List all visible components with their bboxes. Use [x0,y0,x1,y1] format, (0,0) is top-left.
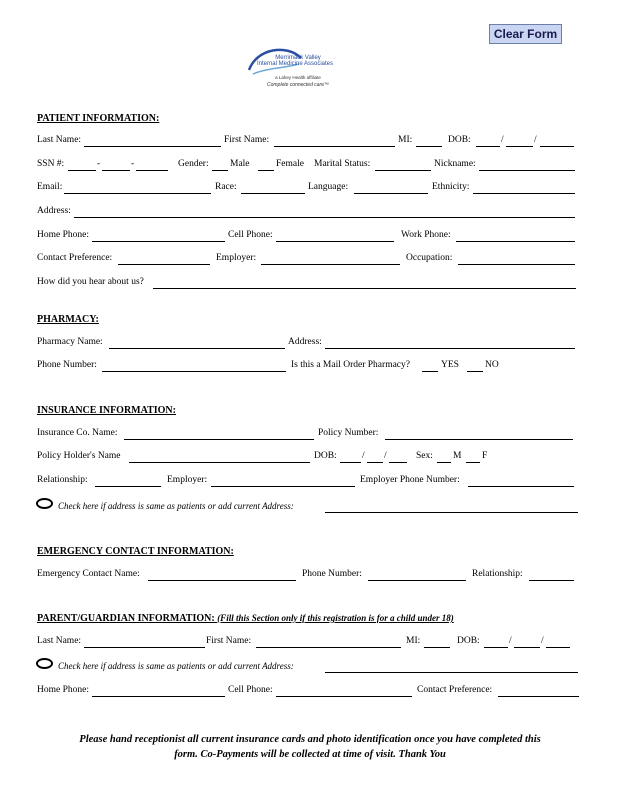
insurance-co-field[interactable] [124,439,314,440]
guardian-last-name-label: Last Name: [37,636,82,646]
race-label: Race: [215,182,237,192]
footer-line2: form. Co-Payments will be collected at time of visit. Thank You [174,749,446,760]
guardian-home-phone-field[interactable] [92,696,225,697]
last-name-label: Last Name: [37,135,82,145]
holder-name-label: Policy Holder's Name [37,451,121,461]
guardian-cell-phone-label: Cell Phone: [228,685,273,695]
nickname-field[interactable] [479,170,575,171]
occupation-field[interactable] [458,264,575,265]
insurance-dob-day-field[interactable] [367,462,383,463]
female-checkbox[interactable] [258,170,274,171]
ssn-part3-field[interactable] [136,170,168,171]
cell-phone-field[interactable] [276,241,394,242]
same-address-label: Check here if address is same as patients or add current Address: [58,501,294,511]
hear-label: How did you hear about us? [37,277,144,287]
pharmacy-name-field[interactable] [109,348,285,349]
ethnicity-label: Ethnicity: [432,182,470,192]
address-label: Address: [37,206,71,216]
occupation-label: Occupation: [406,253,453,263]
mail-order-yes-checkbox[interactable] [422,371,438,372]
pharmacy-address-label: Address: [288,337,322,347]
guardian-home-phone-label: Home Phone: [37,685,89,695]
race-field[interactable] [241,193,305,194]
hear-field[interactable] [153,288,576,289]
email-label: Email: [37,182,63,192]
dob-day-field[interactable] [506,146,533,147]
guardian-note: (Fill this Section only if this registration is for a child under 18) [217,613,454,623]
employer-label: Employer: [216,253,257,263]
guardian-first-name-label: First Name: [206,636,252,646]
emergency-name-label: Emergency Contact Name: [37,569,140,579]
male-checkbox[interactable] [212,170,228,171]
policy-number-field[interactable] [385,439,573,440]
sex-label: Sex: [416,451,433,461]
insurance-employer-label: Employer: [167,475,208,485]
mail-order-no-checkbox[interactable] [467,371,483,372]
emergency-phone-label: Phone Number: [302,569,362,579]
insurance-dob-month-field[interactable] [340,462,361,463]
sex-f-checkbox[interactable] [466,462,480,463]
mail-order-label: Is this a Mail Order Pharmacy? [291,360,410,370]
first-name-field[interactable] [274,146,395,147]
dob-month-field[interactable] [476,146,500,147]
guardian-contact-pref-label: Contact Preference: [417,685,493,695]
last-name-field[interactable] [84,146,221,147]
footer-line1: Please hand receptionist all current insurance cards and photo identification once you have completed this [79,734,541,745]
employer-phone-field[interactable] [468,486,574,487]
work-phone-field[interactable] [456,241,575,242]
logo-line1: Merrimack Valley [275,55,321,61]
contact-pref-label: Contact Preference: [37,253,113,263]
logo-line2: Internal Medicine Associates [256,61,334,67]
insurance-heading: INSURANCE INFORMATION: [37,405,176,416]
contact-pref-field[interactable] [118,264,210,265]
home-phone-label: Home Phone: [37,230,89,240]
address-field[interactable] [74,217,575,218]
pharmacy-phone-label: Phone Number: [37,360,97,370]
pharmacy-name-label: Pharmacy Name: [37,337,103,347]
guardian-dob-year-field[interactable] [546,647,570,648]
emergency-relationship-field[interactable] [529,580,574,581]
ssn-part1-field[interactable] [68,170,96,171]
email-field[interactable] [64,193,211,194]
guardian-cell-phone-field[interactable] [276,696,412,697]
guardian-first-name-field[interactable] [256,647,401,648]
guardian-heading [37,613,454,624]
ethnicity-field[interactable] [473,193,575,194]
pharmacy-heading: PHARMACY: [37,314,99,325]
emergency-name-field[interactable] [148,580,296,581]
insurance-dob-label: DOB: [314,451,337,461]
guardian-mi-label: MI: [406,636,421,646]
male-label: Male [230,159,250,169]
mi-label: MI: [398,135,413,145]
home-phone-field[interactable] [92,241,225,242]
insurance-employer-field[interactable] [211,486,355,487]
policy-number-label: Policy Number: [318,428,379,438]
dob-slash: / [384,451,387,461]
guardian-mi-field[interactable] [424,647,450,648]
ssn-dash: - [97,159,101,169]
pharmacy-address-field[interactable] [325,348,575,349]
ssn-label: SSN #: [37,159,65,169]
emergency-relationship-label: Relationship: [472,569,523,579]
nickname-label: Nickname: [434,159,476,169]
holder-name-field[interactable] [129,462,310,463]
dob-slash: / [541,636,544,646]
logo-tagline: Complete connected care™ [267,82,329,88]
insurance-address-field[interactable] [325,512,578,513]
guardian-dob-label: DOB: [457,636,480,646]
insurance-co-label: Insurance Co. Name: [37,428,118,438]
dob-year-field[interactable] [540,146,574,147]
employer-field[interactable] [261,264,400,265]
guardian-last-name-field[interactable] [84,647,205,648]
work-phone-label: Work Phone: [401,230,451,240]
guardian-address-field[interactable] [325,672,578,673]
cell-phone-label: Cell Phone: [228,230,273,240]
emergency-phone-field[interactable] [368,580,466,581]
first-name-label: First Name: [224,135,270,145]
dob-slash: / [501,135,504,145]
emergency-heading: EMERGENCY CONTACT INFORMATION: [37,546,234,557]
guardian-dob-day-field[interactable] [514,647,540,648]
dob-label: DOB: [448,135,471,145]
relationship-field[interactable] [95,486,161,487]
marital-field[interactable] [375,170,431,171]
footer-note [30,732,590,762]
same-address-checkbox[interactable] [36,498,53,509]
sex-m-label: M [453,451,462,461]
ssn-dash: - [131,159,135,169]
sex-f-label: F [482,451,488,461]
dob-slash: / [509,636,512,646]
insurance-dob-year-field[interactable] [389,462,407,463]
guardian-heading-text: PARENT/GUARDIAN INFORMATION: [37,613,215,624]
pharmacy-phone-field[interactable] [102,371,286,372]
employer-phone-label: Employer Phone Number: [360,475,460,485]
relationship-label: Relationship: [37,475,88,485]
dob-slash: / [534,135,537,145]
clear-form-button[interactable]: Clear Form [489,24,562,44]
gender-label: Gender: [178,159,209,169]
guardian-same-address-checkbox[interactable] [36,658,53,669]
patient-heading: PATIENT INFORMATION: [37,113,160,124]
mail-order-yes-label: YES [441,360,459,370]
mi-field[interactable] [416,146,442,147]
dob-slash: / [362,451,365,461]
language-field[interactable] [354,193,428,194]
guardian-dob-month-field[interactable] [484,647,508,648]
language-label: Language: [308,182,349,192]
guardian-contact-pref-field[interactable] [498,696,579,697]
guardian-same-address-label: Check here if address is same as patients or add current Address: [58,661,294,671]
mail-order-no-label: NO [485,360,499,370]
marital-label: Marital Status: [314,159,371,169]
logo-affiliate: a Lahey Health affiliate [275,75,321,80]
female-label: Female [276,159,304,169]
sex-m-checkbox[interactable] [437,462,451,463]
ssn-part2-field[interactable] [102,170,130,171]
